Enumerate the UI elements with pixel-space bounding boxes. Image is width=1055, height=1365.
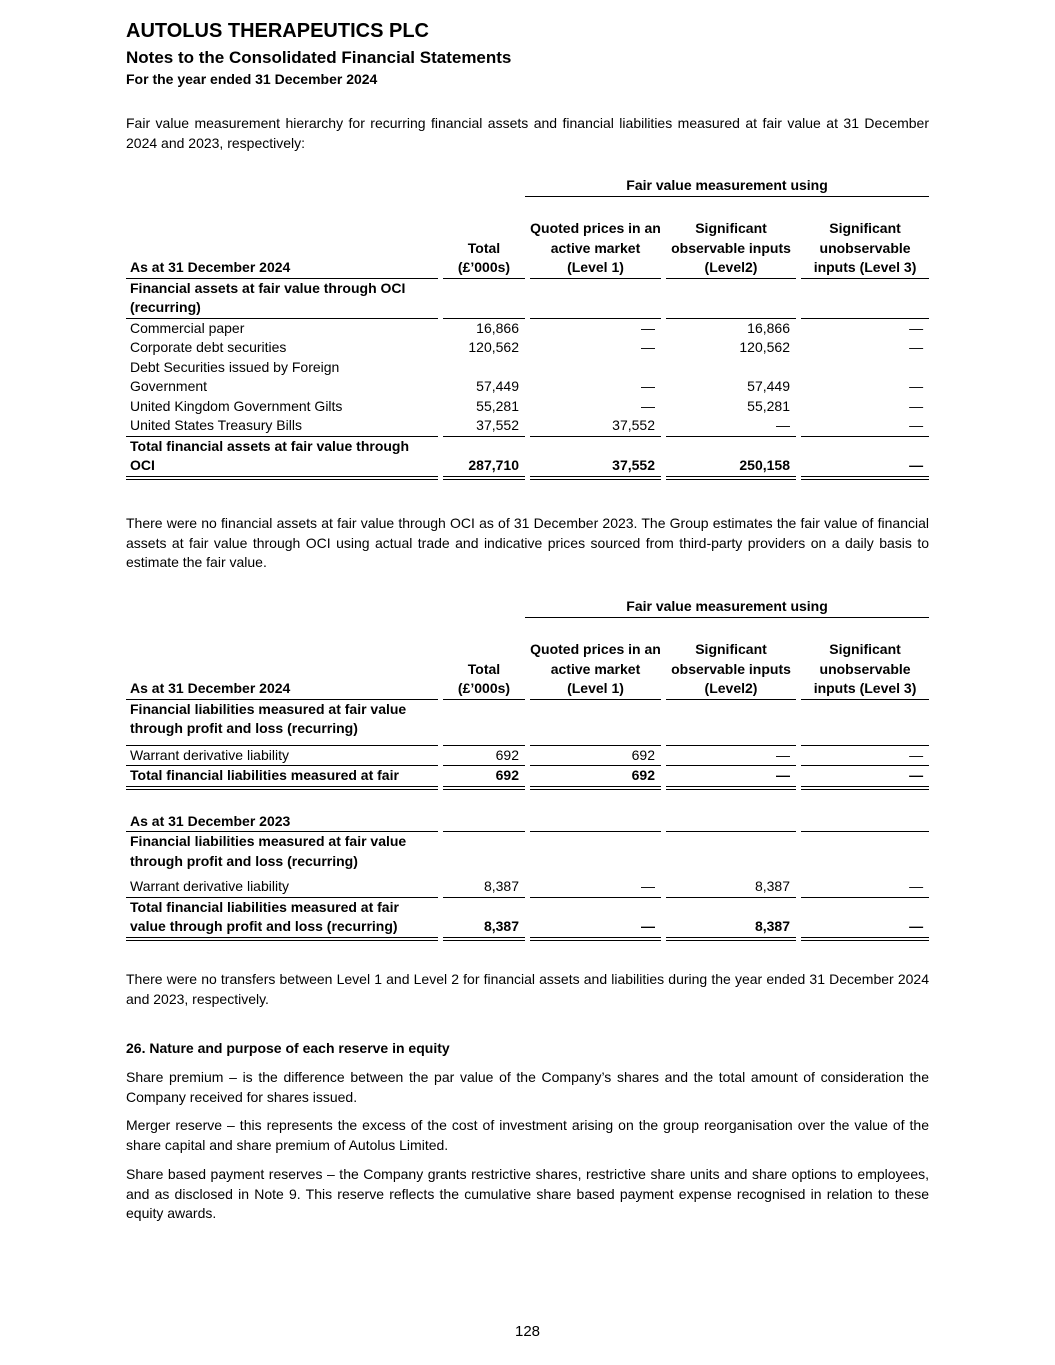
assets-fair-value-table — [126, 176, 929, 480]
column-total: Total (£’000s) — [443, 617, 525, 699]
share-premium-paragraph: Share premium – is the difference between the par value of the Company’s shares and the total amount of consideration the Company received for shares issued. — [126, 1069, 929, 1105]
column-level-3: Significant unobservable inputs (Level 3) — [801, 196, 929, 278]
row-label: Commercial paper — [130, 319, 245, 336]
cell-total: 8,387 — [443, 877, 525, 897]
column-level-2: Significant observable inputs (Level2) — [666, 617, 796, 699]
total-row — [126, 897, 929, 939]
oci-note-paragraph: There were no financial assets at fair value through OCI as of 31 December 2023. The Group estimates the fair value of financial assets at fair value through OCI using actual trade and indicative prices sourced from third-party providers on a daily basis to estimate the fair value. — [126, 515, 929, 570]
cell-level-2: 57,449 — [747, 378, 790, 394]
cell-level-1: 692 — [530, 745, 661, 766]
total-cell-level-3: — — [801, 436, 929, 478]
cell-level-3: — — [801, 877, 929, 897]
cell-level-3: — — [909, 397, 924, 414]
transfers-paragraph: There were no transfers between Level 1 and Level 2 for financial assets and liabilities during the year ended 31 December 2024 and 2023, respectively. — [126, 971, 929, 1007]
column-total: Total (£’000s) — [443, 196, 525, 278]
share-based-payment-paragraph: Share based payment reserves – the Company grants restrictive shares, restrictive share units and share options to employees, and as disclosed in Note 9. This reserve reflects the cumulative share based payment expense recognised in relation to these equity awards. — [126, 1166, 929, 1221]
cell-total: 120,562 — [468, 339, 519, 355]
cell-level-1: — — [641, 339, 655, 355]
intro-paragraph: Fair value measurement hierarchy for recurring financial assets and financial liabilities measured at fair value at 31 December 2024 and 2023, respectively: — [126, 115, 929, 151]
total-cell-level-3: — — [801, 766, 929, 788]
total-cell-level-2: 8,387 — [666, 897, 796, 939]
row-label: United Kingdom Government Gilts — [130, 397, 343, 414]
row-label: Debt Securities issued by Foreign Government — [130, 358, 340, 394]
row-label: Warrant derivative liability — [126, 745, 438, 766]
total-cell-total: 8,387 — [443, 897, 525, 939]
as-at-heading: As at 31 December 2024 — [126, 196, 438, 278]
fair-value-group-header: Fair value measurement using — [525, 597, 929, 617]
total-cell-level-2: 250,158 — [666, 436, 796, 478]
total-row-label: Total financial assets at fair value through OCI — [126, 436, 438, 478]
period-line: For the year ended 31 December 2024 — [126, 71, 378, 87]
total-cell-level-3: — — [801, 897, 929, 939]
cell-level-3: — — [801, 416, 929, 436]
cell-level-1: — — [641, 378, 655, 394]
cell-total: 692 — [443, 745, 525, 766]
table-row — [126, 338, 929, 358]
cell-level-2: 55,281 — [747, 397, 790, 414]
total-cell-level-2: — — [666, 766, 796, 788]
total-cell-total: 287,710 — [443, 436, 525, 478]
row-label: Warrant derivative liability — [126, 877, 438, 897]
cell-level-3: — — [909, 339, 924, 355]
cell-level-3: — — [909, 378, 924, 394]
cell-total: 55,281 — [476, 397, 519, 414]
cell-level-2: 16,866 — [747, 319, 790, 336]
column-level-1: Quoted prices in an active market (Level 1) — [530, 617, 661, 699]
total-cell-total: 692 — [443, 766, 525, 788]
cell-total: 57,449 — [476, 378, 519, 394]
section-label-2023: Financial liabilities measured at fair value through profit and loss (recurring) — [130, 833, 407, 869]
page-number: 128 — [514, 1323, 541, 1340]
cell-total: 37,552 — [443, 416, 525, 436]
cell-level-2: — — [666, 745, 796, 766]
cell-level-2: 8,387 — [666, 877, 796, 897]
row-label: United States Treasury Bills — [126, 416, 438, 436]
total-cell-level-1: — — [530, 897, 661, 939]
fair-value-group-header: Fair value measurement using — [525, 176, 929, 196]
section-label: Financial assets at fair value through OCI (recurring) — [126, 278, 438, 318]
table-row — [126, 358, 929, 397]
note-26-heading: 26. Nature and purpose of each reserve in equity — [126, 1040, 450, 1056]
cell-level-1: — — [641, 319, 655, 336]
total-row — [126, 766, 929, 788]
as-at-heading-2024: As at 31 December 2024 — [126, 617, 438, 699]
liabilities-fair-value-table — [126, 597, 929, 941]
document-title: Notes to the Consolidated Financial Statements — [126, 48, 512, 67]
cell-level-3: — — [909, 319, 924, 336]
merger-reserve-paragraph: Merger reserve – this represents the excess of the cost of investment arising on the group reorganisation over the value of the share capital and share premium of Autolus Limited. — [126, 1117, 929, 1153]
cell-level-1: — — [641, 397, 655, 414]
cell-level-1: 37,552 — [530, 416, 661, 436]
table-row — [126, 397, 929, 417]
table-row — [126, 745, 929, 766]
company-name: AUTOLUS THERAPEUTICS PLC — [126, 20, 429, 42]
column-level-3: Significant unobservable inputs (Level 3) — [801, 617, 929, 699]
row-label: Corporate debt securities — [130, 339, 287, 355]
cell-level-2: 120,562 — [739, 339, 790, 355]
total-row-label: Total financial liabilities measured at fair value through profit and loss (recurring) — [126, 897, 438, 939]
cell-level-2: — — [666, 416, 796, 436]
table-row — [126, 416, 929, 436]
cell-level-1: — — [530, 877, 661, 897]
column-level-1: Quoted prices in an active market (Level 1) — [530, 196, 661, 278]
total-row-label: Total financial liabilities measured at fair — [126, 766, 438, 788]
section-label-2024: Financial liabilities measured at fair value through profit and loss (recurring) — [126, 699, 438, 745]
as-at-heading-2023: As at 31 December 2023 — [126, 788, 438, 832]
table-row — [126, 318, 929, 338]
cell-total: 16,866 — [476, 319, 519, 336]
column-level-2: Significant observable inputs (Level2) — [666, 196, 796, 278]
total-cell-level-1: 37,552 — [530, 436, 661, 478]
table-row — [126, 877, 929, 897]
cell-level-3: — — [801, 745, 929, 766]
total-row — [126, 436, 929, 478]
total-cell-level-1: 692 — [530, 766, 661, 788]
